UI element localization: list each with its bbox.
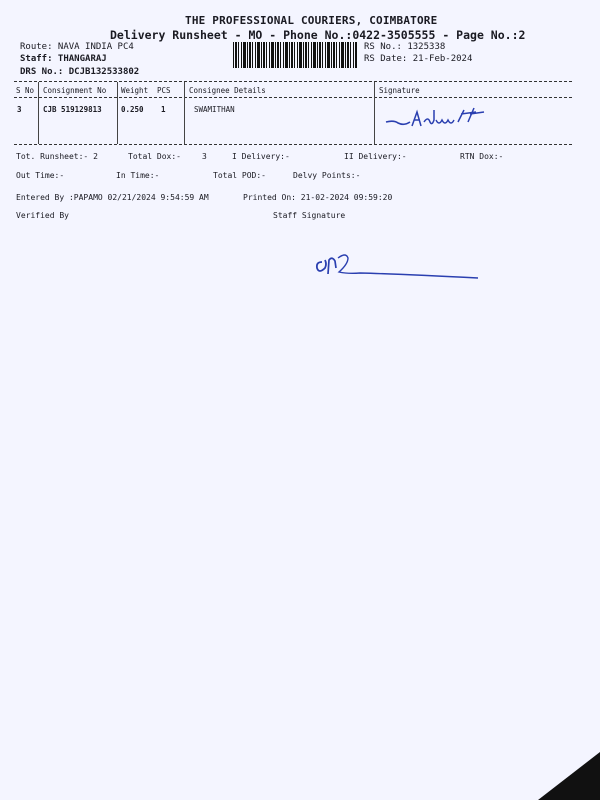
header-consignment: Consignment No [43,86,107,95]
row-pcs: 1 [161,105,166,114]
table-bottom-rule [14,144,572,145]
header-sno: S No [16,86,35,95]
table-top-rule [14,81,572,82]
printed-on: Printed On: 21-02-2024 09:59:20 [243,193,393,202]
header-weight: Weight [121,86,149,95]
runsheet-subtitle: Delivery Runsheet - MO - Phone No.:0422-3505555 - Page No.:2 [110,28,526,42]
recipient-signature [384,104,494,134]
row-consignee: SWAMITHAN [194,105,235,114]
verified-by: Verified By [16,211,69,220]
rtn-dox: RTN Dox:- [460,152,504,161]
col-divider [184,82,185,144]
delvy-points: Delvy Points:- [293,171,361,180]
drs-number: DRS No.: DCJB132533802 [20,67,140,77]
header-signature: Signature [379,86,420,95]
row-weight: 0.250 [121,105,144,114]
table-header-rule [14,97,572,98]
col-divider [117,82,118,144]
staff-signature [312,248,482,284]
row-consignment: CJB 519129813 [43,105,102,114]
i-delivery: I Delivery:- [232,152,290,161]
tot-runsheet: Tot. Runsheet:- 2 [16,152,98,161]
ii-delivery: II Delivery:- [344,152,407,161]
total-dox: Total Dox:- [128,152,181,161]
header-pcs: PCS [157,86,171,95]
staff-label: Staff: THANGARAJ [20,54,107,64]
total-pod: Total POD:- [213,171,266,180]
total-dox-value: 3 [202,152,207,161]
out-time: Out Time:- [16,171,65,180]
page-corner-shadow [500,752,600,800]
in-time: In Time:- [116,171,160,180]
header-consignee: Consignee Details [189,86,266,95]
col-divider [38,82,39,144]
rs-date: RS Date: 21-Feb-2024 [364,54,473,64]
rs-number: RS No.: 1325338 [364,42,446,52]
company-title: THE PROFESSIONAL COURIERS, COIMBATORE [185,14,438,27]
entered-by: Entered By :PAPAMO 02/21/2024 9:54:59 AM [16,193,209,202]
row-sno: 3 [17,105,22,114]
route-label: Route: NAVA INDIA PC4 [20,42,134,52]
col-divider [374,82,375,144]
barcode [233,42,357,68]
staff-signature-label: Staff Signature [273,211,346,220]
